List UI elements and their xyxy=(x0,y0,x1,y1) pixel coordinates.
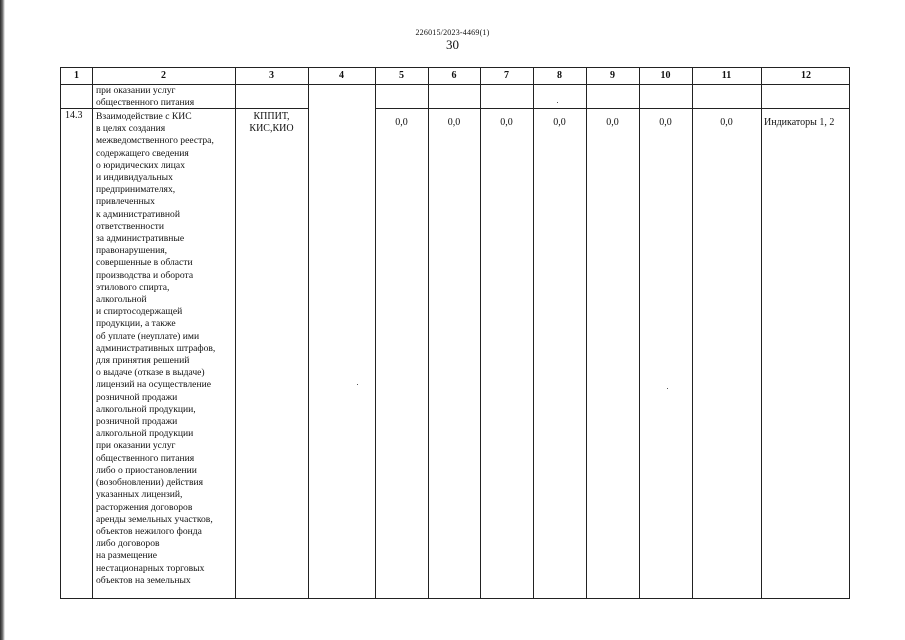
description-line: административных штрафов, xyxy=(96,342,216,354)
scan-speck xyxy=(357,384,358,385)
column-header: 11 xyxy=(721,70,732,81)
description-line: нестационарных торговых xyxy=(96,562,205,574)
column-header: 4 xyxy=(339,70,344,81)
column-header: 5 xyxy=(399,70,404,81)
description-line: алкогольной продукции, xyxy=(96,403,196,415)
description-line: объектов на земельных xyxy=(96,574,191,586)
description-line: за административные xyxy=(96,233,185,245)
column-header: 10 xyxy=(660,70,671,81)
scan-edge-shadow xyxy=(0,0,5,640)
description-line: предпринимателях, xyxy=(96,184,176,196)
column-divider xyxy=(375,68,376,598)
column-header: 1 xyxy=(74,70,79,81)
description-line: на размещение xyxy=(96,550,158,562)
funding-value: 0,0 xyxy=(447,117,461,128)
description-line: Взаимодействие с КИС xyxy=(96,111,192,122)
column-divider xyxy=(235,68,236,598)
description-line: (возобновлении) действия xyxy=(96,477,204,489)
funding-value: 0,0 xyxy=(720,117,733,128)
indicators-cell: Индикаторы 1, 2 xyxy=(764,117,835,128)
funding-value: 0,0 xyxy=(395,117,408,128)
column-header: 9 xyxy=(610,70,615,81)
funding-value: 0,0 xyxy=(606,117,619,128)
description-line: продукции, а также xyxy=(96,318,176,330)
description-line: для принятия решений xyxy=(96,355,190,367)
column-divider xyxy=(761,68,762,598)
column-divider xyxy=(639,68,640,598)
executor-line: КППИТ, xyxy=(253,111,290,122)
description-line: и спиртосодержащей xyxy=(96,306,183,318)
description-line: розничной продажи xyxy=(96,416,178,428)
column-divider xyxy=(92,68,93,598)
row-number: 14.3 xyxy=(65,110,83,121)
column-divider xyxy=(480,68,481,598)
description-line: о выдаче (отказе в выдаче) xyxy=(96,367,205,379)
description-line: либо договоров xyxy=(96,538,160,550)
continued-line: при оказании услуг xyxy=(96,85,176,96)
page-number: 30 xyxy=(446,37,459,52)
column-divider xyxy=(533,68,534,598)
description-line: алкогольной продукции xyxy=(96,428,194,440)
column-divider xyxy=(586,68,587,598)
description-line: содержащего сведения xyxy=(96,147,189,159)
scan-speck xyxy=(557,102,558,103)
funding-value: 0,0 xyxy=(500,117,513,128)
description-line: межведомственного реестра, xyxy=(96,135,214,147)
description-line: и индивидуальных xyxy=(96,172,173,184)
column-divider xyxy=(428,68,429,598)
description-line: алкогольной xyxy=(96,294,147,306)
continued-description xyxy=(96,85,194,109)
description-line: розничной продажи xyxy=(96,391,178,403)
description-line: аренды земельных участков, xyxy=(96,513,213,525)
description-line: производства и оборота xyxy=(96,269,194,281)
description-line: общественного питания xyxy=(96,452,195,464)
description-line: указанных лицензий, xyxy=(96,489,183,501)
column-header: 8 xyxy=(557,70,562,81)
description-line: лицензий на осуществление xyxy=(96,379,211,391)
description-line: объектов нежилого фонда xyxy=(96,525,202,537)
description-line: этилового спирта, xyxy=(96,281,170,293)
description-line: при оказании услуг xyxy=(96,440,176,452)
description-line: к административной xyxy=(96,208,180,220)
description-line: совершенные в области xyxy=(96,257,193,269)
funding-value: 0,0 xyxy=(553,117,566,128)
description-line: либо о приостановлении xyxy=(96,464,197,476)
description-line: об уплате (неуплате) ими xyxy=(96,330,200,342)
column-divider xyxy=(308,68,309,598)
scan-speck xyxy=(667,388,668,389)
column-header: 6 xyxy=(451,70,457,81)
column-header: 12 xyxy=(801,70,811,81)
description-line: ответственности xyxy=(96,220,164,232)
continued-line: общественного питания xyxy=(96,97,195,109)
column-header: 2 xyxy=(161,70,166,81)
description-line: привлеченных xyxy=(96,196,155,208)
funding-value: 0,0 xyxy=(659,117,672,128)
column-divider xyxy=(692,68,693,598)
executor-line: КИС,КИО xyxy=(249,123,294,135)
program-activities-table xyxy=(60,67,850,599)
document-registration-number: 226015/2023-4469(1) xyxy=(415,28,490,37)
description-line: правонарушения, xyxy=(96,245,168,257)
row-description xyxy=(96,111,215,587)
description-line: в целях создания xyxy=(96,123,166,135)
description-line: о юридических лицах xyxy=(96,159,185,171)
continued-row-divider-right xyxy=(375,108,849,109)
column-header: 3 xyxy=(269,70,274,81)
column-header: 7 xyxy=(504,70,509,81)
executor-cell xyxy=(235,111,308,135)
description-line: расторжения договоров xyxy=(96,501,193,513)
